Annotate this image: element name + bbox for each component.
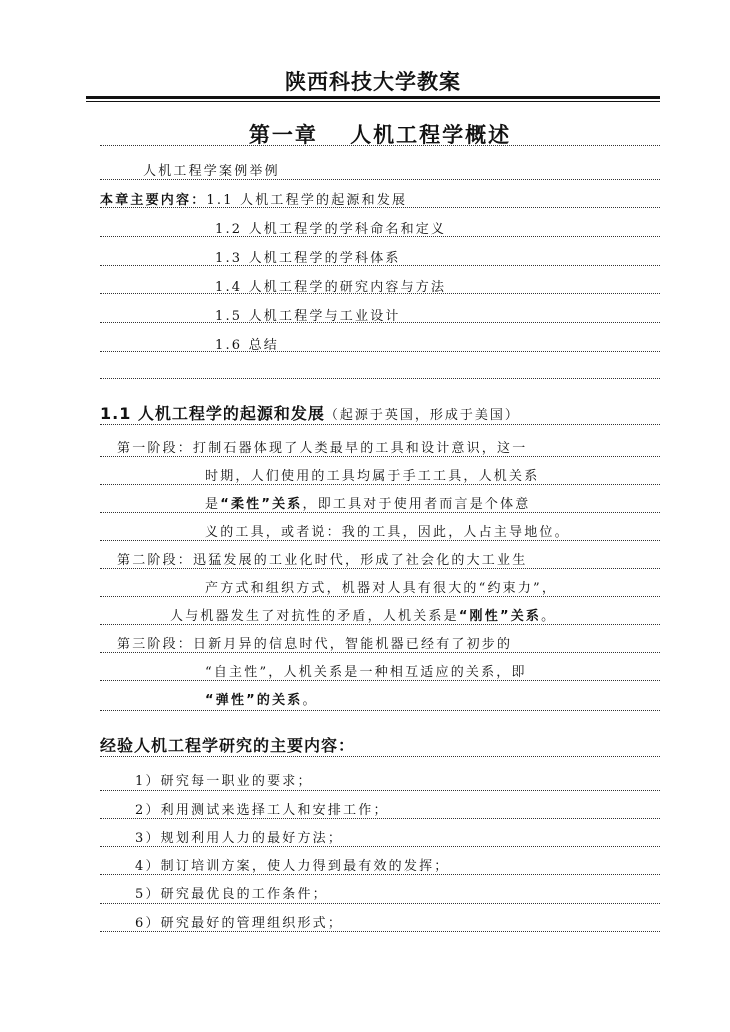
outline-item: 1.2 人机工程学的学科命名和定义 — [215, 222, 447, 237]
ruled-line — [100, 931, 660, 932]
bold-term: “刚性”关系 — [458, 609, 542, 624]
ruled-line — [100, 596, 660, 597]
chapter-title: 第一章 人机工程学概述 — [248, 123, 512, 147]
ruled-line — [100, 207, 660, 208]
stage-3-line-2: “自主性”，人机关系是一种相互适应的关系，即 — [205, 665, 527, 680]
empirical-item: 6）研究最好的管理组织形式； — [135, 916, 344, 931]
header-rule-thick — [86, 96, 660, 99]
section-1-subtitle: （起源于英国，形成于美国） — [324, 408, 520, 423]
section-1-heading — [100, 401, 520, 424]
ruled-line — [100, 424, 660, 425]
ruled-line — [100, 903, 660, 904]
ruled-line — [100, 265, 660, 266]
stage-2-line-2: 产方式和组织方式，机器对人具有很大的“约束力”， — [205, 581, 558, 596]
empirical-item: 2）利用测试来选择工人和安排工作； — [135, 803, 389, 818]
text-run: ，即工具对于使用者而言是个体意 — [302, 497, 531, 512]
outline-item: 1.6 总结 — [215, 338, 280, 353]
stage-1-line-1: 第一阶段：打制石器体现了人类最早的工具和设计意识，这一 — [117, 441, 528, 456]
ruled-line — [100, 874, 660, 875]
ruled-line — [100, 293, 660, 294]
ruled-line — [100, 322, 660, 323]
empirical-heading: 经验人机工程学研究的主要内容： — [100, 736, 356, 755]
ruled-line — [100, 456, 660, 457]
bold-term: “弹性”的关系 — [205, 693, 303, 708]
text-run: 。 — [541, 609, 557, 624]
stage-1-line-2: 时期，人们使用的工具均属于手工工具，人机关系 — [205, 469, 540, 484]
stage-2-line-3 — [170, 605, 556, 624]
outline-row-1 — [100, 189, 407, 208]
bold-term: “柔性”关系 — [220, 497, 303, 512]
text-run: 。 — [302, 693, 318, 708]
case-example: 人机工程学案例举例 — [143, 164, 280, 179]
stage-3-line-3 — [205, 689, 318, 708]
outline-item: 1.3 人机工程学的学科体系 — [215, 251, 401, 266]
empirical-item: 1）研究每一职业的要求； — [135, 774, 313, 789]
ruled-line — [100, 568, 660, 569]
outline-item: 1.4 人机工程学的研究内容与方法 — [215, 280, 447, 295]
ruled-line — [100, 351, 660, 352]
ruled-line — [100, 145, 660, 146]
section-1-title: 1.1 人机工程学的起源和发展 — [100, 404, 325, 423]
empirical-item: 3）规划利用人力的最好方法； — [135, 831, 344, 846]
ruled-line — [100, 484, 660, 485]
header-rule-thin — [86, 101, 660, 102]
ruled-line — [100, 710, 660, 711]
ruled-line — [100, 179, 660, 180]
empirical-item: 5）研究最优良的工作条件； — [135, 887, 328, 902]
ruled-line — [100, 790, 660, 791]
ruled-line — [100, 236, 660, 237]
ruled-line — [100, 818, 660, 819]
ruled-line — [100, 540, 660, 541]
text-run: 人与机器发生了对抗性的矛盾，人机关系是 — [170, 609, 459, 624]
stage-3-line-1: 第三阶段：日新月异的信息时代，智能机器已经有了初步的 — [117, 637, 513, 652]
ruled-line — [100, 652, 660, 653]
outline-item: 1.1 人机工程学的起源和发展 — [206, 193, 408, 208]
outline-item: 1.5 人机工程学与工业设计 — [215, 309, 401, 324]
empirical-item: 4）制订培训方案，使人力得到最有效的发挥； — [135, 859, 450, 874]
stage-2-line-1: 第二阶段：迅猛发展的工业化时代，形成了社会化的大工业生 — [117, 553, 528, 568]
ruled-line — [100, 756, 660, 757]
ruled-line — [100, 624, 660, 625]
ruled-line — [100, 512, 660, 513]
page-header: 陕西科技大学教案 — [285, 70, 461, 94]
outline-label: 本章主要内容： — [100, 193, 207, 208]
stage-1-line-3 — [205, 493, 531, 512]
ruled-line — [100, 378, 660, 379]
ruled-line — [100, 846, 660, 847]
stage-1-line-4: 义的工具，或者说：我的工具，因此，人占主导地位。 — [205, 525, 570, 540]
ruled-line — [100, 680, 660, 681]
text-run: 是 — [205, 497, 221, 512]
